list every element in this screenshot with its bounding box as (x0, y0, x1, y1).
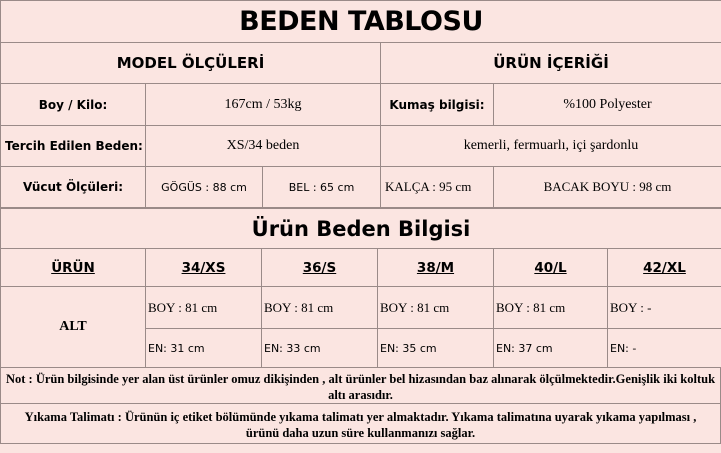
chest-measurement: GÖGÜS : 88 cm (146, 167, 263, 208)
fabric-value: %100 Polyester (494, 84, 721, 126)
height-weight-label: Boy / Kilo: (1, 84, 146, 126)
length-cell: BOY : 81 cm (494, 287, 608, 329)
product-content-heading: ÜRÜN İÇERİĞİ (381, 43, 721, 84)
size-header: 40/L (494, 249, 608, 287)
size-header: 42/XL (608, 249, 721, 287)
measurement-note: Not : Ürün bilgisinde yer alan üst ürünler omuz dikişinden , alt ürünler bel hizasından baz alınarak ölçülmektedir.Genişlik iki koltuk altı arasıdır. (0, 368, 721, 404)
length-cell: BOY : 81 cm (262, 287, 378, 329)
hip-measurement: KALÇA : 95 cm (381, 167, 494, 208)
model-measurements-heading: MODEL ÖLÇÜLERİ (1, 43, 381, 84)
model-info-table (0, 0, 721, 208)
length-cell: BOY : 81 cm (146, 287, 262, 329)
washing-instructions: Yıkama Talimatı : Ürünün iç etiket bölümünde yıkama talimatı yer almaktadır. Yıkama talimatına uyarak yıkama yapılması , ürünü daha uzun süre kullanmanızı sağlar. (0, 404, 721, 444)
fabric-label: Kumaş bilgisi: (381, 84, 494, 126)
width-cell: EN: 37 cm (494, 329, 608, 368)
size-header: 38/M (378, 249, 494, 287)
width-cell: EN: 35 cm (378, 329, 494, 368)
height-weight-value: 167cm / 53kg (146, 84, 381, 126)
length-cell: BOY : - (608, 287, 721, 329)
page-title: BEDEN TABLOSU (1, 1, 721, 43)
length-cell: BOY : 81 cm (378, 287, 494, 329)
row-label-alt: ALT (1, 287, 146, 368)
size-header: 36/S (262, 249, 378, 287)
width-cell: EN: 33 cm (262, 329, 378, 368)
leg-measurement: BACAK BOYU : 98 cm (494, 167, 721, 208)
size-info-title: Ürün Beden Bilgisi (1, 209, 721, 249)
preferred-size-label: Tercih Edilen Beden: (1, 126, 146, 167)
product-features: kemerli, fermuarlı, içi şardonlu (381, 126, 721, 167)
body-measurements-label: Vücut Ölçüleri: (1, 167, 146, 208)
waist-measurement: BEL : 65 cm (263, 167, 381, 208)
width-cell: EN: - (608, 329, 721, 368)
preferred-size-value: XS/34 beden (146, 126, 381, 167)
width-cell: EN: 31 cm (146, 329, 262, 368)
size-table (0, 208, 721, 368)
product-column-header: ÜRÜN (1, 249, 146, 287)
size-header: 34/XS (146, 249, 262, 287)
